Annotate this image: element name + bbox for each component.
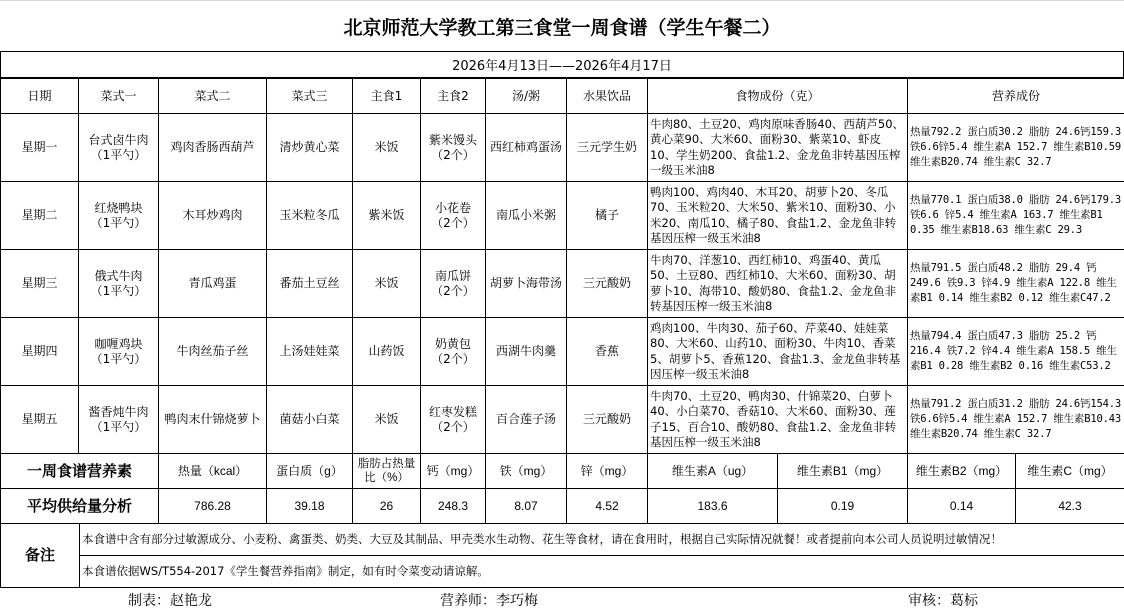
summary-value: 0.19 [778,489,908,524]
signature-footer [0,589,1124,610]
nutrition-cell: 热量791.2 蛋白质31.2 脂肪 24.6钙154.3 铁6.6锌5.4 维生素A 152.7 维生素B10.43 维生素B20.74 维生素C 32.7 [908,386,1124,454]
fruit-drink-cell: 橘子 [567,182,648,250]
staple2-cell [421,114,486,182]
staple1-cell: 米饭 [353,386,421,454]
nutrition-cell: 热量794.4 蛋白质47.3 脂肪 25.2 钙216.4 铁7.2 锌4.4 维生素A 158.5 维生素B1 0.28 维生素B2 0.16 维生素C53.2 [908,318,1124,386]
summary-col-vitamin-a: 维生素A（ug） [648,454,778,489]
nutritionist: 营养师：李巧梅 [440,593,538,609]
dish3-cell: 菌菇小白菜 [267,386,353,454]
ingredients-cell: 牛肉70、土豆20、鸭肉30、什锦菜20、白萝卜40、小白菜70、香菇10、大米60、面粉30、莲子15、百合10、酸奶80、食盐1.2、金龙鱼非转基因压榨一级玉米油8 [648,386,908,454]
staple1-cell: 山药饭 [353,318,421,386]
staple2-name: 紫米馒头 [428,132,477,147]
header-staple1: 主食1 [353,79,421,114]
dish3-cell: 清炒黄心菜 [267,114,353,182]
summary-value: 0.14 [908,489,1016,524]
staple1-cell: 米饭 [353,250,421,318]
fruit-drink-cell: 三元酸奶 [567,250,648,318]
summary-col-vitamin-b2: 维生素B2（mg） [908,454,1016,489]
dish1-portion: （1平勺） [90,147,147,162]
header-ingredients: 食物成份（克） [648,79,908,114]
header-date: 日期 [1,79,79,114]
staple1-cell: 紫米饭 [353,182,421,250]
note-allergen: 本食谱中含有部分过敏源成分、小麦粉、禽蛋类、奶类、大豆及其制品、甲壳类水生动物、花生等食材，请在食用时，根据自己实际情况就餐！或者提前向本公司人员说明过敏情况！ [80,524,1124,556]
soup-cell: 百合莲子汤 [486,386,567,454]
summary-value: 39.18 [267,489,353,524]
nutrition-cell: 热量792.2 蛋白质30.2 脂肪 24.6钙159.3 铁6.6锌5.4 维生素A 152.7 维生素B10.59 维生素B20.74 维生素C 32.7 [908,114,1124,182]
summary-col-protein: 蛋白质（g） [267,454,353,489]
weekly-menu-table [0,78,1124,454]
summary-value: 786.28 [159,489,267,524]
dish1-cell [79,386,159,454]
table-row [1,318,1124,386]
dish1-portion: （1平勺） [90,351,147,366]
staple2-portion: （2个） [431,419,475,434]
day-cell: 星期四 [1,318,79,386]
dish3-cell: 番茄土豆丝 [267,250,353,318]
dish1-portion: （1平勺） [90,215,147,230]
nutrition-cell: 热量770.1 蛋白质38.0 脂肪 24.6钙179.3 铁6.6 锌5.4 维生素A 163.7 维生素B1 0.35 维生素B18.63 维生素C 29.3 [908,182,1124,250]
summary-value: 42.3 [1016,489,1124,524]
header-dish2: 菜式二 [159,79,267,114]
header-staple2: 主食2 [421,79,486,114]
staple1-cell: 米饭 [353,114,421,182]
staple2-cell [421,318,486,386]
day-cell: 星期一 [1,114,79,182]
nutrition-summary-table [0,453,1124,524]
dish1-cell [79,182,159,250]
note-standard: 本食谱依据WS/T554-2017《学生餐营养指南》制定，如有时令菜变动请谅解。 [80,556,1124,588]
staple2-portion: （2个） [431,147,475,162]
prepared-by: 制表：赵艳龙 [128,593,212,609]
day-cell: 星期三 [1,250,79,318]
summary-col-iron: 铁（mg） [486,454,567,489]
dish2-cell: 鸭肉末什锦烧萝卜 [159,386,267,454]
summary-value: 4.52 [567,489,648,524]
ingredients-cell: 牛肉80、土豆20、鸡肉原味香肠40、西葫芦50、黄心菜90、大米60、面粉30、紫菜10、虾皮10、学生奶200、食盐1.2、金龙鱼非转基因压榨一级玉米油8 [648,114,908,182]
ingredients-cell: 鸭肉100、鸡肉40、木耳20、胡萝卜20、冬瓜70、玉米粒20、大米50、紫米10、面粉30、小米20、南瓜10、橘子80、食盐1.2、金龙鱼非转基因压榨一级玉米油8 [648,182,908,250]
summary-row1-label: 一周食谱营养素 [1,454,159,489]
dish1-cell [79,250,159,318]
nutrition-cell: 热量791.5 蛋白质48.2 脂肪 29.4 钙249.6 铁9.3 锌4.9 维生素A 122.8 维生素B1 0.14 维生素B2 0.12 维生素C47.2 [908,250,1124,318]
dish2-cell: 青瓜鸡蛋 [159,250,267,318]
summary-value: 248.3 [421,489,486,524]
header-dish3: 菜式三 [267,79,353,114]
dish1-cell [79,318,159,386]
summary-value: 26 [353,489,421,524]
summary-col-fat-ratio: 脂肪占热量比（%） [353,454,421,489]
header-soup: 汤/粥 [486,79,567,114]
summary-value: 183.6 [648,489,778,524]
day-cell: 星期五 [1,386,79,454]
staple2-name: 红枣发糕 [428,404,477,419]
reviewed-by: 审核：葛标 [908,593,978,609]
dish3-cell: 玉米粒冬瓜 [267,182,353,250]
ingredients-cell: 鸡肉100、牛肉30、茄子60、芹菜40、娃娃菜80、大米60、山药10、面粉30、牛肉10、香菜5、胡萝卜5、香蕉120、食盐1.3、金龙鱼非转基因压榨一级玉米油8 [648,318,908,386]
dish1-name: 台式卤牛肉 [88,132,149,147]
fruit-drink-cell: 香蕉 [567,318,648,386]
staple2-name: 南瓜饼 [434,268,471,283]
summary-col-zinc: 锌（mg） [567,454,648,489]
soup-cell: 胡萝卜海带汤 [486,250,567,318]
staple2-name: 奶黄包 [434,336,471,351]
staple2-portion: （2个） [431,283,475,298]
fruit-drink-cell: 三元学生奶 [567,114,648,182]
summary-value: 8.07 [486,489,567,524]
summary-col-vitamin-b1: 维生素B1（mg） [778,454,908,489]
table-row [1,386,1124,454]
header-fruit-drink: 水果饮品 [567,79,648,114]
summary-col-calories: 热量（kcal） [159,454,267,489]
dish3-cell: 上汤娃娃菜 [267,318,353,386]
staple2-name: 小花卷 [434,200,471,215]
day-cell: 星期二 [1,182,79,250]
header-nutrition: 营养成份 [908,79,1124,114]
staple2-portion: （2个） [431,215,475,230]
date-range: 2026年4月13日——2026年4月17日 [0,51,1124,78]
dish1-name: 俄式牛肉 [94,268,143,283]
fruit-drink-cell: 三元酸奶 [567,386,648,454]
summary-header-row [1,454,1124,489]
staple2-portion: （2个） [431,351,475,366]
table-row [1,114,1124,182]
soup-cell: 南瓜小米粥 [486,182,567,250]
dish1-portion: （1平勺） [90,419,147,434]
dish1-name: 咖喱鸡块 [94,336,143,351]
table-row [1,182,1124,250]
notes-label: 备注 [1,524,80,588]
summary-row2-label: 平均供给量分析 [1,489,159,524]
summary-col-calcium: 钙（mg） [421,454,486,489]
table-header-row [1,79,1124,114]
dish2-cell: 木耳炒鸡肉 [159,182,267,250]
summary-values-row [1,489,1124,524]
dish1-portion: （1平勺） [90,283,147,298]
dish2-cell: 鸡肉香肠西葫芦 [159,114,267,182]
staple2-cell [421,386,486,454]
dish1-cell [79,114,159,182]
summary-col-vitamin-c: 维生素C（mg） [1016,454,1124,489]
document-title: 北京师范大学教工第三食堂一周食谱（学生午餐二） [0,0,1124,51]
header-dish1: 菜式一 [79,79,159,114]
ingredients-cell: 牛肉70、洋葱10、西红柿10、鸡蛋40、黄瓜50、土豆80、西红柿10、大米60、面粉30、胡萝卜10、海带10、酸奶80、食盐1.2、金龙鱼非转基因压榨一级玉米油8 [648,250,908,318]
soup-cell: 西红柿鸡蛋汤 [486,114,567,182]
dish1-name: 酱香炖牛肉 [88,404,149,419]
staple2-cell [421,182,486,250]
staple2-cell [421,250,486,318]
table-row [1,250,1124,318]
notes-table [0,523,1124,588]
dish1-name: 红烧鸭块 [94,200,143,215]
dish2-cell: 牛肉丝茄子丝 [159,318,267,386]
soup-cell: 西湖牛肉羹 [486,318,567,386]
